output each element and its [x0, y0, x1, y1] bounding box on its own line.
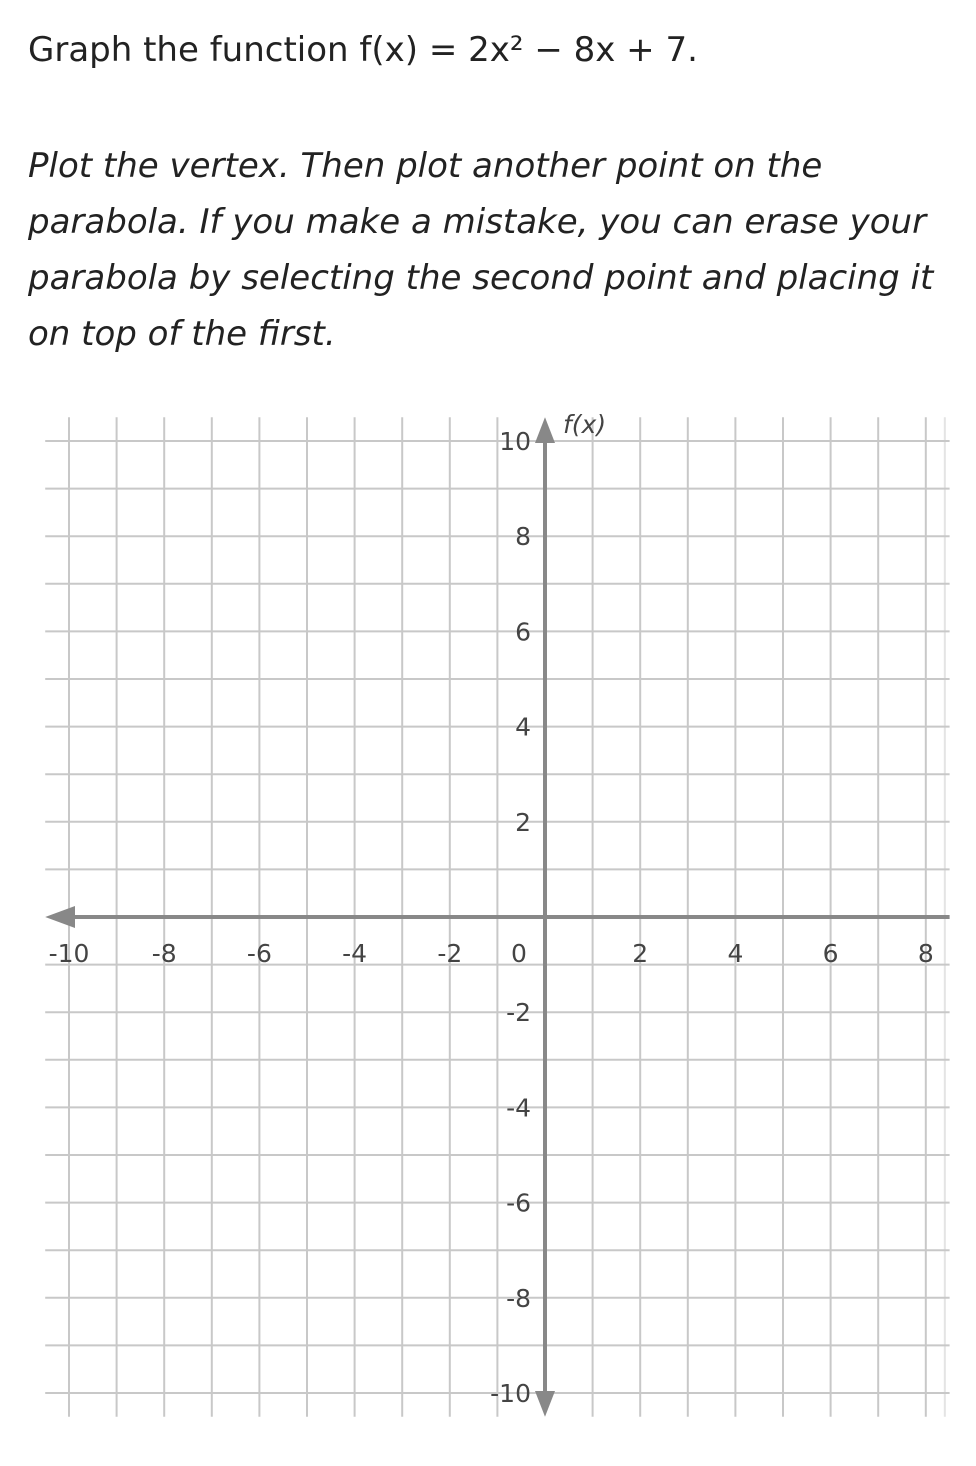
y-axis-arrow-up	[535, 417, 555, 443]
x-tick-label: 8	[917, 939, 934, 968]
y-tick-label: -8	[506, 1283, 531, 1313]
y-tick-label: 6	[515, 617, 531, 647]
x-axis-arrow-left	[45, 906, 75, 928]
y-axis-arrow-down	[535, 1391, 555, 1417]
x-tick-label: -8	[151, 939, 177, 968]
x-tick-label: 4	[727, 939, 744, 968]
x-tick-label: 6	[822, 939, 839, 968]
x-tick-label: 0	[511, 939, 527, 968]
y-tick-label: -10	[490, 1379, 531, 1408]
y-axis-label: f(x)	[563, 410, 607, 439]
x-tick-label: 2	[632, 939, 649, 968]
y-tick-label: -4	[506, 1093, 531, 1123]
y-tick-label: 2	[515, 807, 531, 837]
y-tick-label: 4	[515, 712, 531, 742]
function-expression: f(x) = 2x² − 8x + 7.	[359, 30, 698, 70]
question-lead: Graph the function	[28, 30, 349, 70]
y-tick-label: -2	[506, 998, 531, 1028]
instructions: Plot the vertex. Then plot another point on the parabola. If you make a mistake, you can erase your parabola by selecting the second point and placing it on top of the first.	[28, 146, 934, 354]
x-tick-label: -2	[437, 939, 463, 968]
y-tick-label: -6	[506, 1188, 531, 1218]
y-tick-label: 10	[499, 427, 531, 456]
y-tick-label: 8	[515, 522, 531, 552]
x-tick-label: -10	[48, 939, 90, 968]
x-tick-label: -4	[342, 939, 368, 968]
x-tick-label: -6	[246, 939, 272, 968]
